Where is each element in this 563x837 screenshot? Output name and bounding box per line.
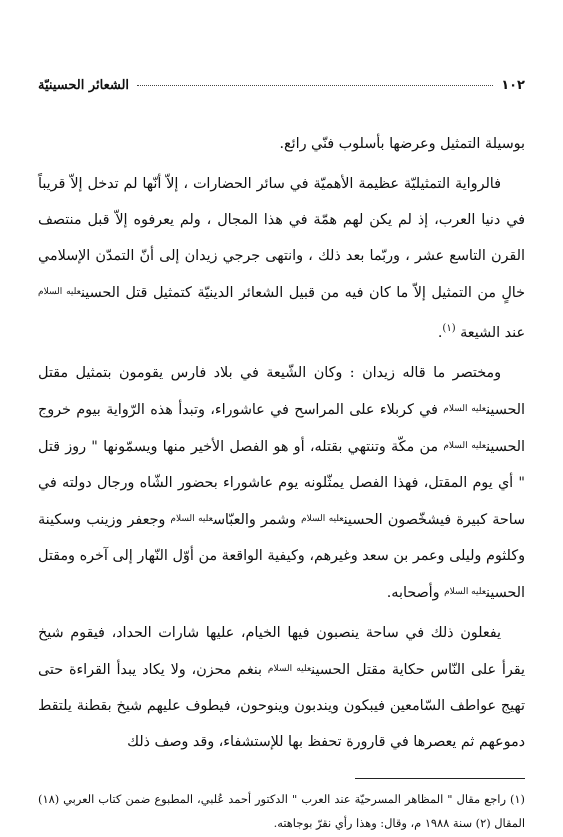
paragraph-3-part-2: في كربلاء على المراسح في عاشوراء، وتبدأ هذه الرّواية بيوم خروج الحسين: [38, 402, 526, 455]
book-page: [38, 78, 525, 835]
paragraph-3-part-5: وجعفر وزينب وسكينة وكلثوم وليلى وعمر بن سعد وغيرهم، وكيفية الواقعة من أوّل النّهار إلى آخره ومقتل الحسين: [38, 512, 525, 601]
blessing-mark: عليه السلام: [444, 587, 487, 597]
running-header: [38, 78, 525, 100]
paragraph-4-part-2: بنغم محزن، ولا يكاد يبدأ القراءة حتى تهيج عواطف السّامعين فيبكون ويندبون وينوحون، فيطوف عليهم شيخ بقطنة يلتقط دموعهم ثم يعصرها في قارورة تحفظ بها للإستشفاء، وقد وصف ذلك: [38, 662, 525, 750]
paragraph-4-part-1: يفعلون ذلك في ساحة ينصبون فيها الخيام، عليها شارات الحداد، فيقوم شيخ يقرأ على النّاس حكاية مقتل الحسين: [38, 625, 525, 678]
footnote-1: (١) راجع مقال " المظاهر المسرحيّة عند العرب " الدكتور أحمد عُلبي، المطبوع ضمن كتاب العربي (١٨) المقال (٢) سنة ١٩٨٨ م، وقال: وهذا رأي نقرّ بوجاهته.: [38, 792, 525, 830]
blessing-mark: عليه السلام: [38, 287, 81, 297]
blessing-mark: عليه السلام: [170, 514, 213, 524]
paragraph-3-part-6: وأصحابه.: [386, 585, 445, 601]
blessing-mark: عليه السلام: [301, 514, 344, 524]
paragraph-2-text: فالرواية التمثيليّة عظيمة الأهميّة في سائر الحضارات ، إلاّ أنّها لم تدخل إلاّ قريباً في دنيا العرب، إذ لم يكن لهم همّة في هذا المجال ، ولم يعرفوه إلاّ قبل منتصف القرن التاسع عشر ، وربّما بعد ذلك ، وانتهى جرجي زيدان إلى أنّ التمدّن الإسلامي خالٍ من التمثيل إلاّ ما كان فيه من قبيل الشعائر الدينيّة كتمثيل قتل الحسين: [38, 176, 526, 301]
paragraph-2-after: عند الشيعة: [460, 325, 525, 341]
blessing-mark: عليه السلام: [267, 664, 312, 674]
paragraph-3-part-1: ومختصر ما قاله زيدان : وكان الشّيعة في بلاد فارس يقومون بتمثيل مقتل الحسين: [38, 365, 526, 418]
paragraph-4: [38, 615, 525, 760]
page-number: ١٠٢: [501, 78, 525, 93]
paragraph-3: [38, 355, 525, 611]
paragraph-2-end: .: [437, 325, 443, 341]
footnote-reference[interactable]: (١): [442, 323, 456, 334]
footnotes: [38, 787, 525, 835]
paragraph-1: بوسيلة التمثيل وعرضها بأسلوب فنّي رائع.: [279, 136, 525, 152]
blessing-mark: عليه السلام: [443, 441, 487, 451]
paragraph-3-part-3: من مكّة وتنتهي بقتله، أو هو الفصل الأخير منها ويسمّونها " روز قتل " أي يوم المقتل، فهذا الفصل يمثّلونه يوم عاشوراء بحضور الشّاه ورجال دولته في ساحة كبيرة فيشخّصون الحسين: [38, 439, 526, 528]
footnote-separator: [355, 778, 525, 779]
body-text: [38, 126, 525, 760]
paragraph-3-part-4: وشمر والعبّاس: [212, 512, 302, 528]
paragraph-2: [38, 166, 525, 351]
header-dotted-leader: [137, 85, 493, 86]
book-title: الشعائر الحسينيّة: [38, 78, 130, 93]
blessing-mark: عليه السلام: [443, 404, 487, 414]
